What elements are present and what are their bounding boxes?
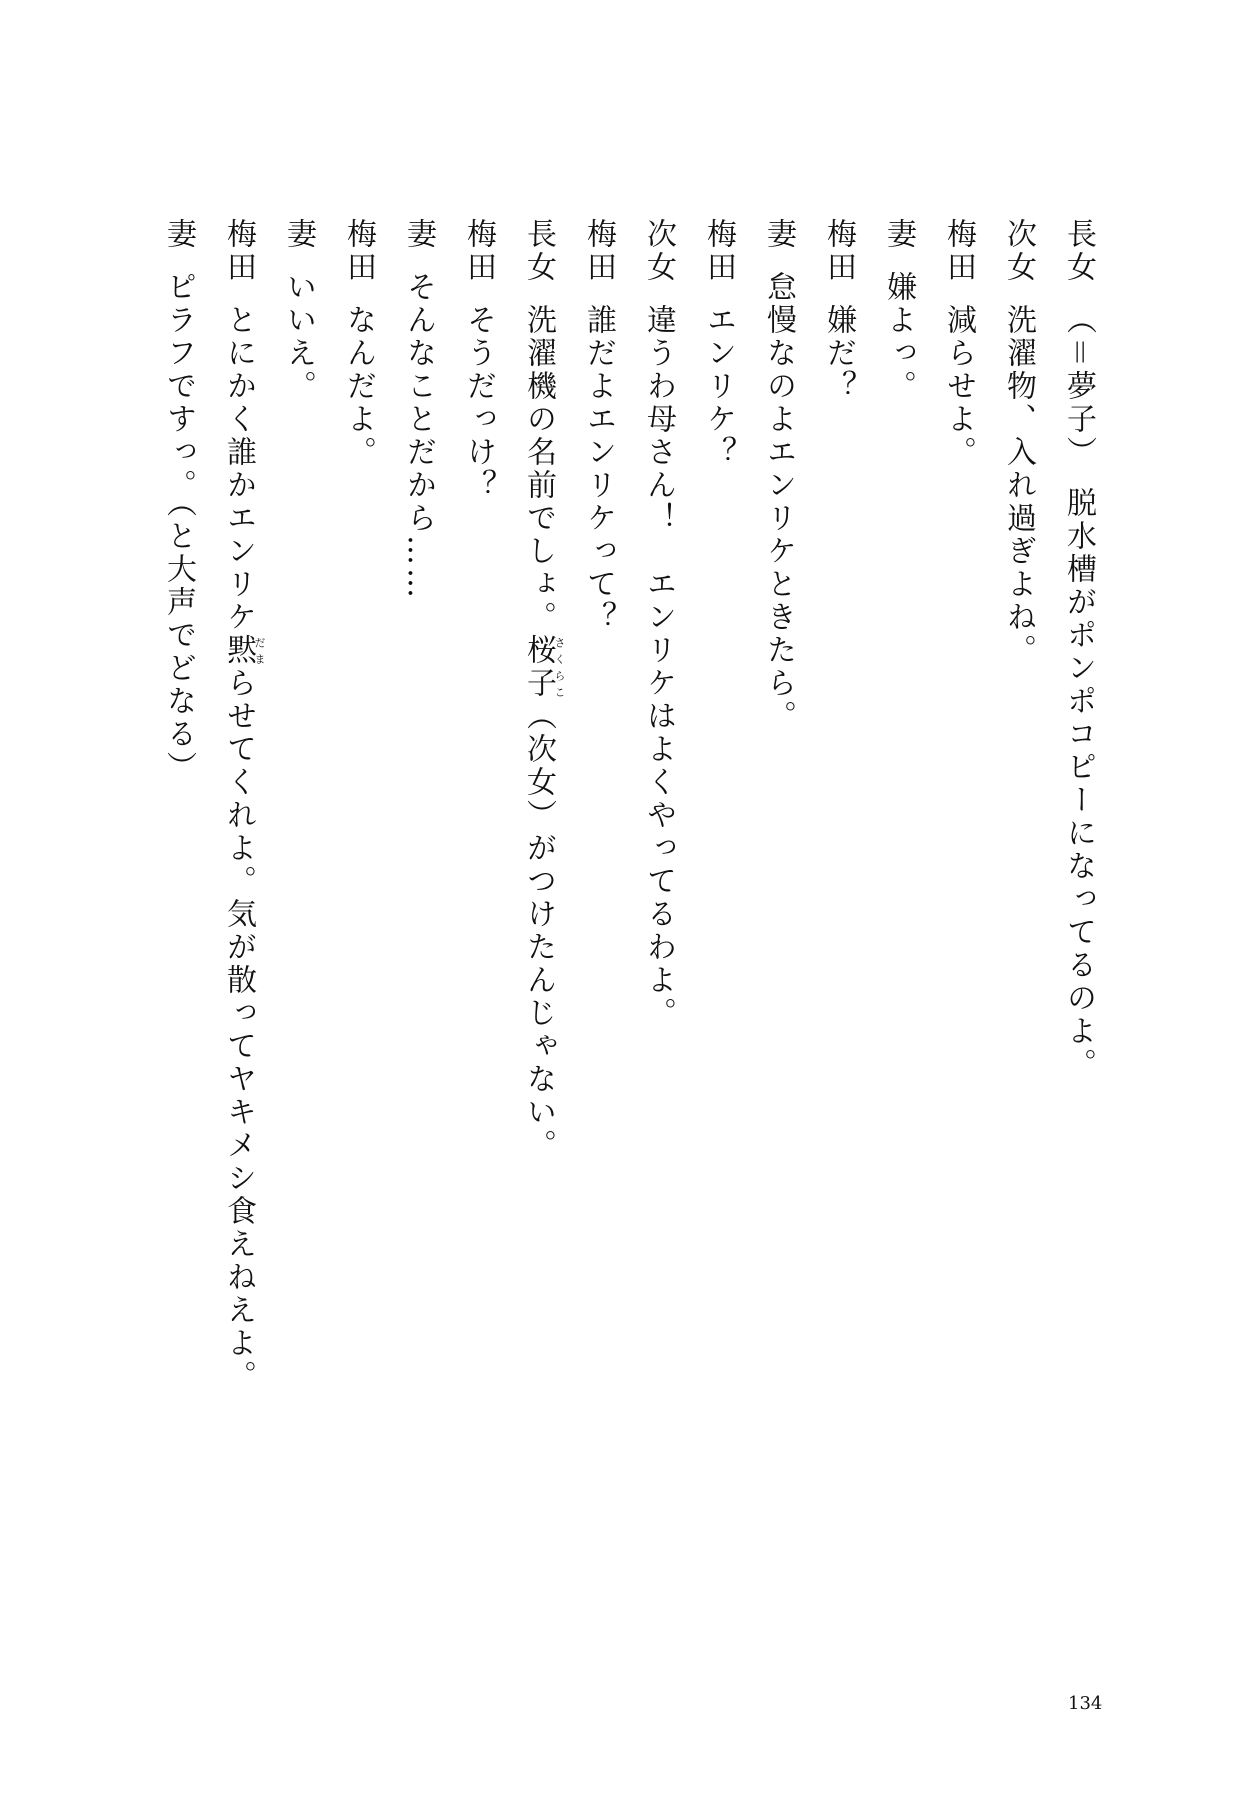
dialogue-text: 嫌だ？ xyxy=(821,304,856,403)
dialogue-text: いいえ。 xyxy=(281,271,316,403)
speaker-name: 梅田 xyxy=(701,218,736,284)
dialogue-text-part: （次女）がつけたんじゃない。 xyxy=(521,700,556,1162)
furigana-word xyxy=(221,634,266,667)
furigana-word xyxy=(521,634,566,700)
dialogue-line xyxy=(148,218,208,1398)
dialogue-line xyxy=(868,218,928,1398)
speaker-name: 次女 xyxy=(1001,218,1036,284)
dialogue-line xyxy=(688,218,748,1398)
speaker-name: 妻 xyxy=(281,218,316,251)
furigana-reading: さくらこ xyxy=(553,634,566,700)
speaker-name: 梅田 xyxy=(461,218,496,284)
dialogue-text: そんなことだから…… xyxy=(401,271,436,601)
speaker-name: 梅田 xyxy=(941,218,976,284)
dialogue-line xyxy=(268,218,328,1398)
dialogue-line xyxy=(748,218,808,1398)
dialogue-text xyxy=(521,304,566,1162)
dialogue-text: 誰だよエンリケって？ xyxy=(581,304,616,634)
dialogue-text-part: 洗濯機の名前でしょ。 xyxy=(521,304,556,634)
ruby-base: 桜子 xyxy=(521,634,556,700)
speaker-name: 長女 xyxy=(521,218,556,284)
ruby-base: 黙 xyxy=(221,634,256,667)
speaker-name: 妻 xyxy=(761,218,796,251)
dialogue-text: 減らせよ。 xyxy=(941,304,976,469)
dialogue-text-part: とにかく誰かエンリケ xyxy=(221,304,256,634)
speaker-name: 長女 xyxy=(1061,218,1096,284)
dialogue-text xyxy=(221,304,266,1393)
speaker-name: 梅田 xyxy=(581,218,616,284)
dialogue-line xyxy=(808,218,868,1398)
dialogue-text: 嫌よっ。 xyxy=(881,271,916,403)
dialogue-line xyxy=(208,218,268,1398)
speaker-name: 妻 xyxy=(881,218,916,251)
dialogue-text: 洗濯物、入れ過ぎよね。 xyxy=(1001,304,1036,667)
dialogue-text: なんだよ。 xyxy=(341,304,376,469)
dialogue-text: 怠慢なのよエンリケときたら。 xyxy=(761,271,796,733)
dialogue-line xyxy=(628,218,688,1398)
dialogue-line xyxy=(328,218,388,1398)
speaker-name: 次女 xyxy=(641,218,676,284)
script-text-block xyxy=(148,218,1108,1398)
furigana-reading: だま xyxy=(253,634,266,667)
dialogue-line xyxy=(988,218,1048,1398)
speaker-name: 梅田 xyxy=(341,218,376,284)
dialogue-line xyxy=(508,218,568,1398)
dialogue-text: （＝夢子） 脱水槽がポンポコピーになってるのよ。 xyxy=(1061,304,1096,1081)
dialogue-text: エンリケ？ xyxy=(701,304,736,469)
dialogue-text: ピラフですっ。（と大声でどなる） xyxy=(161,271,196,784)
dialogue-text: そうだっけ？ xyxy=(461,304,496,502)
speaker-name: 梅田 xyxy=(821,218,856,284)
dialogue-text-part: らせてくれよ。気が散ってヤキメシ食えねえよ。 xyxy=(221,667,256,1393)
speaker-name: 妻 xyxy=(401,218,436,251)
dialogue-line xyxy=(448,218,508,1398)
dialogue-line xyxy=(388,218,448,1398)
dialogue-line xyxy=(928,218,988,1398)
speaker-name: 妻 xyxy=(161,218,196,251)
dialogue-line xyxy=(568,218,628,1398)
page-number: 134 xyxy=(1068,1693,1103,1714)
dialogue-text: 違うわ母さん！ エンリケはよくやってるわよ。 xyxy=(641,304,676,1030)
speaker-name: 梅田 xyxy=(221,218,256,284)
dialogue-line xyxy=(1048,218,1108,1398)
